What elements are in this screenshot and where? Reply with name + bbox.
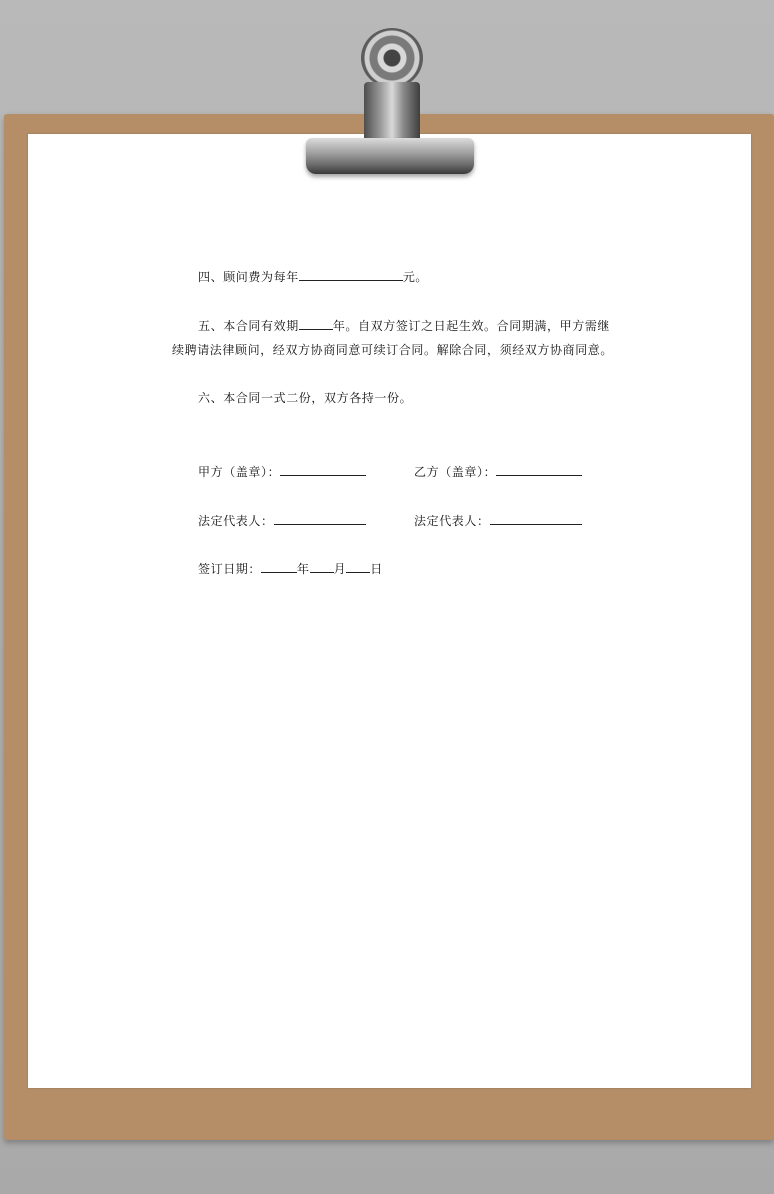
- clause-5-continued: 续聘请法律顾问，经双方协商同意可续订合同。解除合同，须经双方协商同意。: [172, 343, 614, 357]
- clause-5-suffix: 年。自双方签订之日起生效。合同期满，甲方需继: [332, 319, 611, 333]
- party-a-rep: [198, 512, 366, 529]
- party-b-seal-blank: [496, 463, 582, 476]
- sign-date: [198, 560, 383, 577]
- party-a-seal: [198, 463, 366, 480]
- year-blank: [261, 560, 297, 573]
- month-blank: [310, 560, 334, 573]
- clip-base: [306, 138, 474, 174]
- term-blank: [299, 317, 333, 330]
- clause-5-line-1: [198, 317, 610, 334]
- year-label: 年: [297, 562, 310, 576]
- party-a-seal-label: 甲方（盖章）：: [198, 465, 281, 479]
- party-a-rep-blank: [274, 512, 366, 525]
- month-label: 月: [333, 562, 347, 576]
- sign-date-label: 签订日期：: [198, 562, 262, 576]
- clip-neck: [364, 82, 420, 142]
- party-b-rep: [414, 512, 582, 529]
- clause-4: [198, 268, 428, 285]
- clause-5-prefix: 五、本合同有效期: [198, 319, 299, 333]
- clause-5-line-2: [172, 342, 613, 358]
- party-a-seal-blank: [280, 463, 366, 476]
- clause-4-unit: 元。: [402, 270, 429, 284]
- party-b-rep-label: 法定代表人：: [414, 514, 490, 528]
- clause-4-text: 四、顾问费为每年: [198, 270, 299, 284]
- party-b-rep-blank: [490, 512, 582, 525]
- day-blank: [346, 560, 370, 573]
- day-label: 日: [370, 562, 383, 576]
- party-b-seal-label: 乙方（盖章）：: [414, 465, 497, 479]
- fee-blank: [299, 268, 403, 281]
- party-b-seal: [414, 463, 582, 480]
- clause-6-text: 六、本合同一式二份，双方各持一份。: [198, 391, 413, 405]
- clause-6: [198, 390, 412, 406]
- clip-ring: [361, 28, 423, 88]
- party-a-rep-label: 法定代表人：: [198, 514, 274, 528]
